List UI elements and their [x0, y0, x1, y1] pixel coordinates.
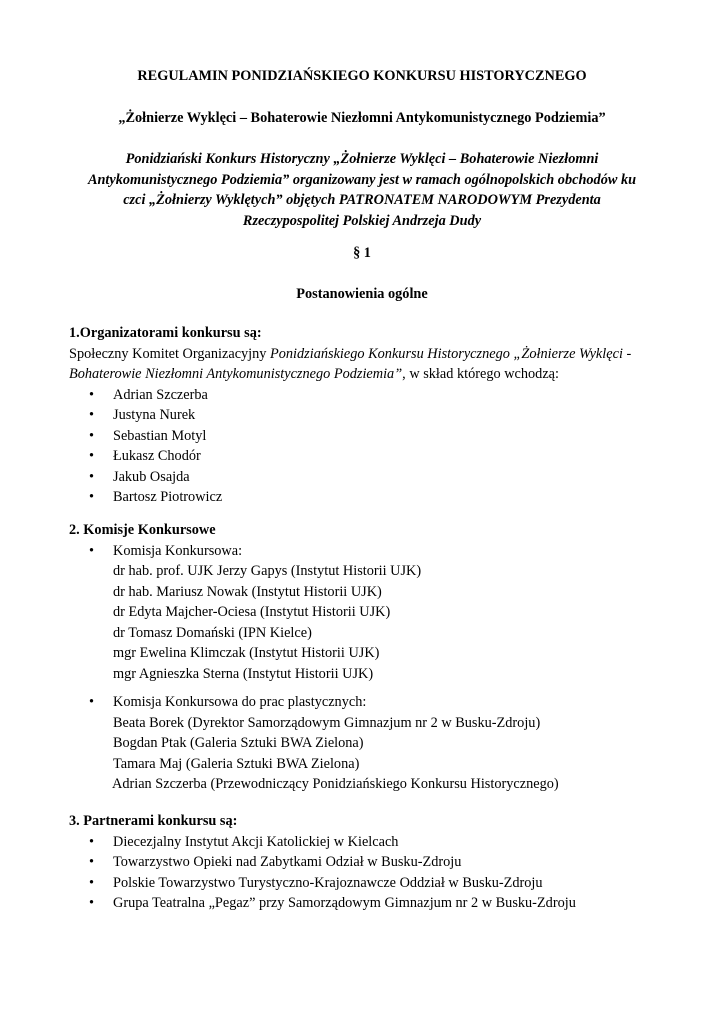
- organizers-section: [69, 323, 659, 508]
- partners-list: [69, 832, 669, 914]
- committee-member: Adrian Szczerba (Przewodniczący Ponidziańskiego Konkursu Historycznego): [112, 776, 559, 792]
- partners-section: [69, 811, 669, 914]
- document-title: REGULAMIN PONIDZIAŃSKIEGO KONKURSU HISTORYCZNEGO: [137, 68, 587, 84]
- committee-member: mgr Ewelina Klimczak (Instytut Historii UJK): [113, 645, 380, 661]
- intro-line: czci „Żołnierzy Wyklętych” objętych PATRONATEM NARODOWYM Prezydenta: [123, 192, 601, 208]
- intro-paragraph: [70, 149, 654, 231]
- intro-line: Rzeczypospolitej Polskiej Andrzeja Dudy: [242, 212, 482, 229]
- committee-member: mgr Agnieszka Sterna (Instytut Historii UJK): [113, 665, 374, 682]
- desc-italic: Bohaterowie Niezłomni Antykomunistycznego Podziemia”: [69, 366, 403, 382]
- committee-label: • Komisja Konkursowa do prac plastycznych:: [69, 692, 669, 713]
- organizers-list: [69, 385, 659, 508]
- committee-member: dr hab. prof. UJK Jerzy Gapys (Instytut Historii UJK): [113, 563, 422, 579]
- desc-italic: Ponidziańskiego Konkursu Historycznego „Żołnierze Wyklęci -: [270, 345, 632, 362]
- list-item: • Polskie Towarzystwo Turystyczno-Krajoznawcze Oddział w Busku-Zdroju: [69, 873, 669, 894]
- committee-member: dr Tomasz Domański (IPN Kielce): [113, 624, 312, 641]
- list-item: • Adrian Szczerba: [69, 385, 659, 406]
- committee-member: dr hab. Mariusz Nowak (Instytut Historii UJK): [113, 583, 382, 600]
- committee-member: Tamara Maj (Galeria Sztuki BWA Zielona): [113, 755, 360, 772]
- committees-section: [69, 520, 669, 684]
- committee-member: Bogdan Ptak (Galeria Sztuki BWA Zielona): [113, 735, 364, 751]
- list-item: • Justyna Nurek: [69, 405, 659, 426]
- intro-line: Antykomunistycznego Podziemia” organizowany jest w ramach ogólnopolskich obchodów ku: [87, 171, 637, 188]
- list-item: • Towarzystwo Opieki nad Zabytkami Odział w Busku-Zdroju: [69, 852, 669, 873]
- organizers-description: [69, 344, 659, 385]
- section-name: Postanowienia ogólne: [296, 286, 428, 302]
- committee-label: • Komisja Konkursowa:: [69, 541, 669, 562]
- list-item: • Grupa Teatralna „Pegaz” przy Samorządowym Gimnazjum nr 2 w Busku-Zdroju: [69, 893, 669, 914]
- committee-list: [69, 692, 669, 713]
- committees-heading: 2. Komisje Konkursowe: [69, 522, 216, 538]
- list-item: • Jakub Osajda: [69, 467, 659, 488]
- list-item: • Bartosz Piotrowicz: [69, 487, 659, 508]
- art-committee-section: [69, 692, 669, 795]
- committee-member: Beata Borek (Dyrektor Samorządowym Gimnazjum nr 2 w Busku-Zdroju): [113, 714, 541, 731]
- list-item: • Diecezjalny Instytut Akcji Katolickiej w Kielcach: [69, 832, 669, 853]
- partners-heading: 3. Partnerami konkursu są:: [69, 813, 238, 829]
- list-item: • Sebastian Motyl: [69, 426, 659, 447]
- paragraph-sign: § 1: [353, 245, 371, 261]
- list-item: • Łukasz Chodór: [69, 446, 659, 467]
- desc-plain: Społeczny Komitet Organizacyjny: [69, 345, 271, 362]
- document-subtitle: „Żołnierze Wyklęci – Bohaterowie Niezłomni Antykomunistycznego Podziemia”: [118, 110, 606, 126]
- desc-plain: , w skład którego wchodzą:: [402, 366, 559, 382]
- intro-line: Ponidziański Konkurs Historyczny „Żołnierze Wyklęci – Bohaterowie Niezłomni: [125, 151, 599, 167]
- committee-list: [69, 541, 669, 562]
- committee-member: dr Edyta Majcher-Ociesa (Instytut Historii UJK): [113, 604, 391, 620]
- organizers-heading: 1.Organizatorami konkursu są:: [69, 325, 262, 341]
